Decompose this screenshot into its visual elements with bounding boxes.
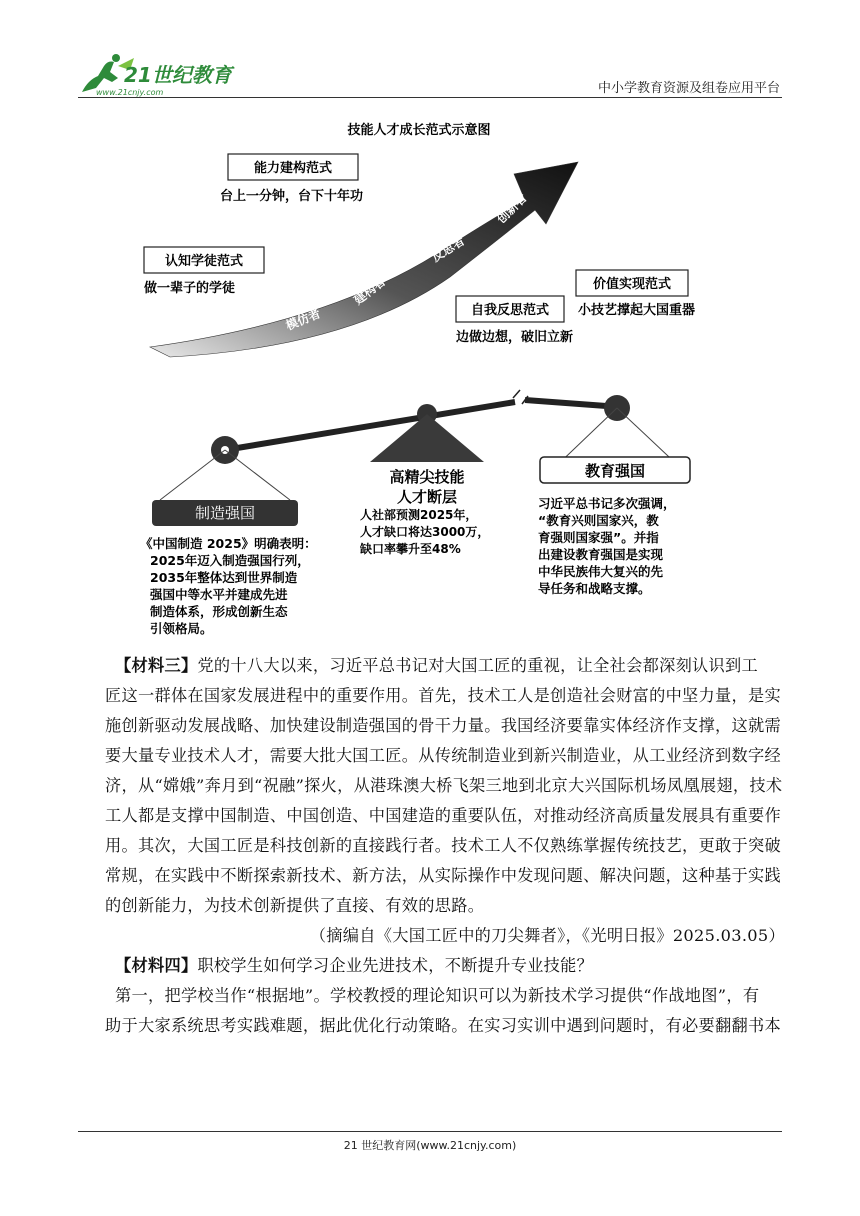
header-divider	[78, 97, 782, 98]
material-4-line-1: 第一，把学校当作“根据地”。学校教授的理论知识可以为新技术学习提供“作战地图”，有	[115, 986, 760, 1005]
material-4-line-2: 助于大家系统思考实践难题，据此优化行动策略。在实习实训中遇到问题时，有必要翻翻书本	[105, 1016, 781, 1035]
material-3-label: 【材料三】	[115, 656, 198, 675]
center-title-1: 高精尖技能	[389, 468, 465, 486]
site-logo	[74, 52, 244, 98]
left-desc-3: 2035年整体达到世界制造	[150, 570, 298, 585]
logo-text: 21世纪教育	[124, 63, 232, 87]
center-desc-1: 人社部预测2025年，	[360, 508, 478, 522]
center-title-2: 人才断层	[396, 488, 458, 506]
material-3-line-4: 要大量专业技术人才，需要大批大国工匠。从传统制造业到新兴制造业，从工业经济到数字经	[105, 746, 781, 765]
cognitive-paradigm-label: 认知学徒范式	[164, 254, 244, 269]
arrow-word-builder: 建构者	[351, 274, 389, 308]
material-4-lead: 【材料四】职校学生如何学习企业先进技术，不断提升专业技能？	[115, 956, 594, 975]
left-desc-2: 2025年迈入制造强国行列，	[150, 553, 310, 568]
ability-paradigm-label: 能力建构范式	[253, 161, 333, 176]
material-3-line-7: 用。其次，大国工匠是科技创新的直接践行者。技术工人不仅熟练掌握传统技艺，更敢于突破	[105, 836, 781, 855]
reflect-paradigm-desc: 边做边想，破旧立新	[456, 330, 574, 345]
right-desc-3: 育强则国家强”。并指	[538, 530, 659, 545]
material-3-line-8: 常规，在实践中不断探索新技术、新方法，从实际操作中发现问题、解决问题，这种基于实践	[105, 866, 781, 885]
figure-title: 技能人才成长范式示意图	[347, 123, 491, 138]
material-3-line-3: 施创新驱动发展战略、加快建设制造强国的骨干力量。我国经济要靠实体经济作支撑，这就需	[105, 716, 781, 735]
header-platform-name: 中小学教育资源及组卷应用平台	[597, 81, 780, 96]
arrow-word-innovator: 创新者	[494, 190, 530, 227]
cognitive-paradigm-desc: 做一辈子的学徒	[144, 281, 236, 296]
left-pan-label: 制造强国	[194, 504, 256, 522]
reflect-paradigm-label: 自我反思范式	[470, 303, 550, 318]
right-desc-5: 中华民族伟大复兴的先	[538, 564, 664, 579]
value-paradigm-label: 价值实现范式	[592, 277, 672, 292]
right-desc-1: 习近平总书记多次强调，	[538, 496, 676, 511]
material-3-line-5: 济，从“嫦娥”奔月到“祝融”探火，从港珠澳大桥飞架三地到北京大兴国际机场凤凰展翅，技术	[105, 776, 783, 795]
left-desc-1: 《中国制造 2025》明确表明：	[140, 536, 317, 551]
arrow-word-imitator: 模仿者	[283, 306, 323, 333]
footer-divider	[78, 1131, 782, 1132]
value-paradigm-desc: 小技艺撑起大国重器	[578, 303, 696, 318]
material-3-line-9: 的创新能力，为技术创新提供了直接、有效的思路。	[105, 896, 485, 915]
seesaw-beam-left	[225, 402, 515, 450]
ability-paradigm-desc: 台上一分钟，台下十年功	[220, 189, 364, 204]
material-3	[105, 651, 785, 1041]
material-3-line-6: 工人都是支撑中国制造、中国创造、中国建造的重要队伍，对推动经济高质量发展具有重要作	[105, 806, 781, 825]
material-3-line-1: 【材料三】党的十八大以来，习近平总书记对大国工匠的重视，让全社会都深刻认识到工	[115, 656, 759, 675]
arrow-word-reflector: 反思者	[429, 233, 468, 265]
center-desc-3: 缺口率攀升至48%	[360, 542, 461, 556]
talent-growth-figure	[130, 112, 730, 642]
right-pan-label: 教育强国	[584, 462, 646, 480]
material-3-source: （摘编自《大国工匠中的刀尖舞者》，《光明日报》2025.03.05）	[309, 926, 785, 945]
left-desc-4: 强国中等水平并建成先进	[150, 587, 288, 602]
left-desc-5: 制造体系，形成创新生态	[150, 604, 288, 619]
logo-url: www.21cnjy.com	[96, 88, 164, 97]
left-desc-6: 引领格局。	[150, 621, 213, 636]
right-desc-6: 导任务和战略支撑。	[538, 581, 651, 596]
material-4-label: 【材料四】	[115, 956, 198, 975]
center-desc-2: 人才缺口将达3000万，	[360, 525, 490, 539]
right-desc-4: 出建设教育强国是实现	[538, 547, 664, 562]
footer-text: 21 世纪教育网(www.21cnjy.com)	[343, 1139, 517, 1152]
material-3-line-2: 匠这一群体在国家发展进程中的重要作用。首先，技术工人是创造社会财富的中坚力量，是实	[105, 686, 781, 705]
right-desc-2: “教育兴则国家兴，教	[538, 513, 659, 528]
